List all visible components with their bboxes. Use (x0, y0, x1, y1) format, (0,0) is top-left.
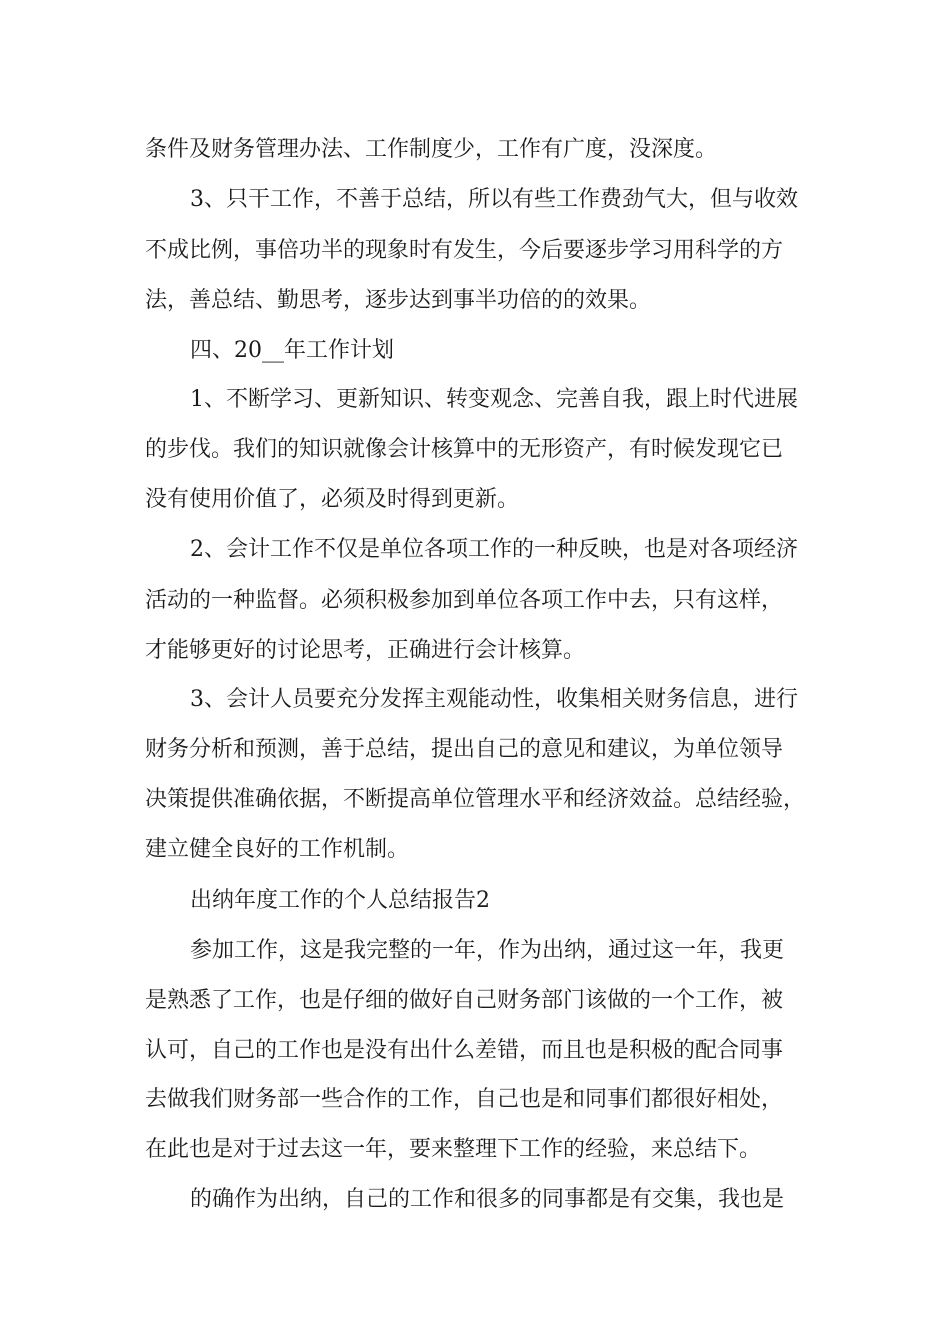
line-text: 才能够更好的讨论思考，正确进行会计核算。 (145, 638, 586, 663)
line-text: 决策提供准确依据，不断提高单位管理水平和经济效益。总结经验， (145, 787, 806, 812)
text-line (0, 434, 950, 466)
line-text: 在此也是对于过去这一年，要来整理下工作的经验，来总结下。 (145, 1137, 762, 1162)
text-line (0, 635, 950, 667)
text-line (0, 384, 950, 416)
text-line (0, 935, 950, 967)
section-heading (0, 885, 950, 917)
line-text: 建立健全良好的工作机制。 (145, 837, 410, 862)
line-text: 参加工作，这是我完整的一年，作为出纳，通过这一年，我更 (190, 938, 785, 963)
line-text: 出纳年度工作的个人总结报告2 (190, 888, 490, 913)
text-line (0, 1184, 950, 1216)
line-text: 活动的一种监督。必须积极参加到单位各项工作中去，只有这样， (145, 588, 784, 613)
line-text: 法，善总结、勤思考，逐步达到事半功倍的的效果。 (145, 288, 652, 313)
line-text: 是熟悉了工作，也是仔细的做好自己财务部门该做的一个工作，被 (145, 988, 784, 1013)
line-text: 的步伐。我们的知识就像会计核算中的无形资产，有时候发现它已 (145, 437, 784, 462)
line-text: 的确作为出纳，自己的工作和很多的同事都是有交集，我也是 (190, 1187, 785, 1212)
line-text: 2、会计工作不仅是单位各项工作的一种反映，也是对各项经济 (190, 537, 798, 562)
text-line (0, 684, 950, 716)
section-heading (0, 335, 950, 367)
line-text: 1、不断学习、更新知识、转变观念、完善自我，跟上时代进展 (190, 387, 798, 412)
text-line (0, 784, 950, 816)
line-text: 条件及财务管理办法、工作制度少，工作有广度，没深度。 (145, 137, 718, 162)
text-line (0, 1084, 950, 1116)
line-text: 不成比例，事倍功半的现象时有发生，今后要逐步学习用科学的方 (145, 238, 784, 263)
text-line (0, 734, 950, 766)
line-text: 3、只干工作，不善于总结，所以有些工作费劲气大，但与收效 (190, 187, 798, 212)
text-line (0, 985, 950, 1017)
text-line (0, 585, 950, 617)
line-text: 没有使用价值了，必须及时得到更新。 (145, 487, 520, 512)
text-line (0, 484, 950, 516)
text-line (0, 1035, 950, 1067)
text-line (0, 184, 950, 216)
line-text: 3、会计人员要充分发挥主观能动性，收集相关财务信息，进行 (190, 687, 798, 712)
text-line (0, 285, 950, 317)
text-line (0, 834, 950, 866)
line-text: 四、20__年工作计划 (190, 338, 394, 363)
text-line (0, 1134, 950, 1166)
text-line (0, 534, 950, 566)
line-text: 去做我们财务部一些合作的工作，自己也是和同事们都很好相处， (145, 1087, 784, 1112)
text-line (0, 235, 950, 267)
text-line (0, 134, 950, 166)
line-text: 认可，自己的工作也是没有出什么差错，而且也是积极的配合同事 (145, 1038, 784, 1063)
line-text: 财务分析和预测，善于总结，提出自己的意见和建议，为单位领导 (145, 737, 784, 762)
